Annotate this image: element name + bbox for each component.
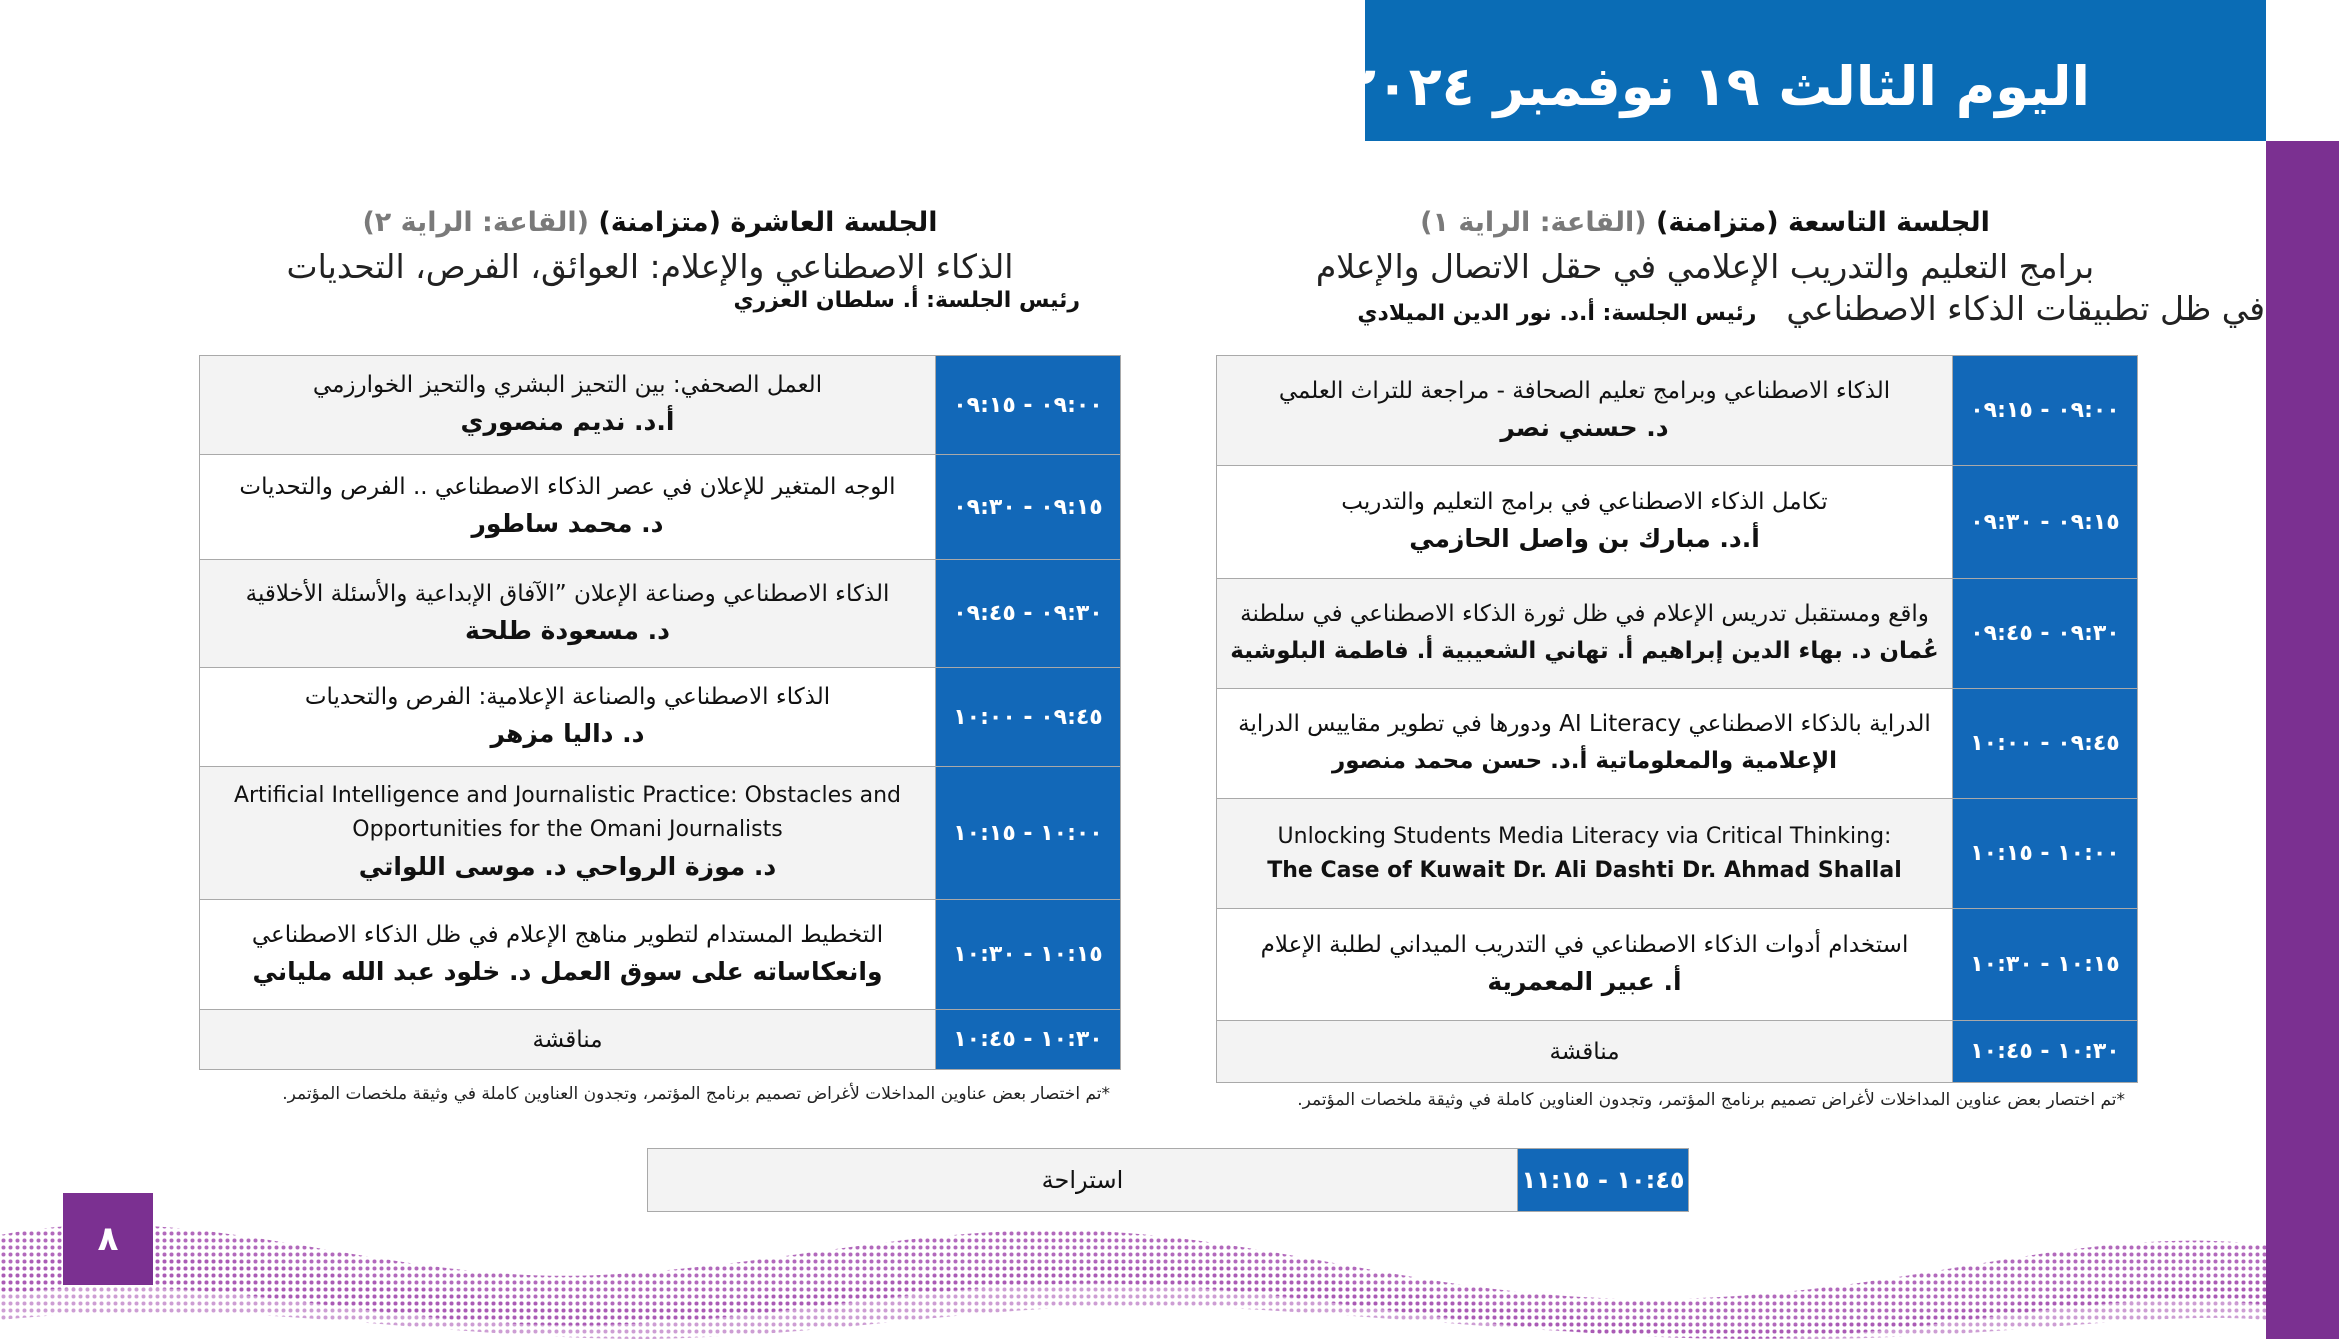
table-row [1217, 466, 2138, 579]
time-slot: ٠٩:٠٠ - ٠٩:١٥ [936, 356, 1121, 455]
decorative-wave-pattern [0, 1195, 2266, 1339]
table-row [1217, 356, 2138, 466]
talk-title: استخدام أدوات الذكاء الاصطناعي في التدريب الميداني لطلبة الإعلام [1260, 931, 1909, 958]
table-row [1217, 579, 2138, 689]
time-slot: ٠٩:٤٥ - ١٠:٠٠ [1953, 689, 2138, 799]
table-row [200, 668, 1121, 767]
table-row [200, 455, 1121, 560]
time-slot: ٠٩:٣٠ - ٠٩:٤٥ [1953, 579, 2138, 689]
session-left-theme: الذكاء الاصطناعي والإعلام: العوائق، الفرص، التحديات [286, 247, 1014, 286]
day-title: اليوم الثالث ١٩ نوفمبر ٢٠٢٤ [1342, 55, 2090, 118]
talk-presenter: د. داليا مزهر [490, 719, 645, 748]
session-left-heading [250, 207, 1080, 313]
time-slot: ١٠:١٥ - ١٠:٣٠ [936, 900, 1121, 1010]
talk-title: مناقشة [532, 1026, 603, 1053]
time-slot: ٠٩:٣٠ - ٠٩:٤٥ [936, 560, 1121, 668]
table-row [1217, 909, 2138, 1021]
table-row [200, 560, 1121, 668]
time-slot: ١٠:١٥ - ١٠:٣٠ [1953, 909, 2138, 1021]
talk-presenter: وانعكاساته على سوق العمل د. خلود عبد الله ملياني [252, 956, 883, 986]
talk-title: واقع ومستقبل تدريس الإعلام في ظل ثورة الذكاء الاصطناعي في سلطنة [1240, 600, 1929, 627]
session-right-theme-2: في ظل تطبيقات الذكاء الاصطناعي [1786, 289, 2265, 328]
talk-presenter: أ. عبير المعمرية [1487, 966, 1682, 996]
page-number: ٨ [63, 1193, 153, 1285]
talk-title: Unlocking Students Media Literacy via Critical Thinking: [1277, 823, 1892, 849]
session-right-hall: (القاعة: الراية ١) [1420, 207, 1647, 238]
time-slot: ٠٩:٠٠ - ٠٩:١٥ [1953, 356, 2138, 466]
time-slot: ١٠:٠٠ - ١٠:١٥ [936, 767, 1121, 900]
session-left-title [250, 207, 1050, 238]
talk-presenter: الإعلامية والمعلوماتية أ.د. حسن محمد منصور [1332, 747, 1837, 774]
talk-presenter: د. حسني نصر [1500, 412, 1669, 442]
time-slot: ٠٩:٤٥ - ١٠:٠٠ [936, 668, 1121, 767]
session-right-table [1216, 355, 2138, 1083]
talk-title: تكامل الذكاء الاصطناعي في برامج التعليم والتدريب [1341, 489, 1828, 515]
talk-presenter: The Case of Kuwait Dr. Ali Dashti Dr. Ahmad Shallal [1267, 857, 1902, 883]
talk-presenter: د. محمد ساطور [471, 509, 664, 538]
talk-title: الذكاء الاصطناعي والصناعة الإعلامية: الفرص والتحديات [304, 684, 831, 710]
talk-title: الدراية بالذكاء الاصطناعي AI Literacy ودورها في تطوير مقاييس الدراية [1238, 710, 1931, 737]
session-right-name: الجلسة التاسعة (متزامنة) [1656, 207, 1990, 238]
talk-presenter: أ.د. نديم منصوري [460, 407, 675, 436]
table-row [1217, 1021, 2138, 1083]
talk-title: Artificial Intelligence and Journalistic Practice: Obstacles and Opportunities for the Omani Journalists [233, 783, 902, 842]
talk-presenter: د. مسعودة طلحة [465, 615, 670, 645]
session-right-chair: رئيس الجلسة: أ.د. نور الدين الميلادي [1357, 301, 1757, 326]
header-banner [1342, 0, 2266, 141]
session-left-chair: رئيس الجلسة: أ. سلطان العزري [733, 288, 1080, 313]
session-right-theme-1: برامج التعليم والتدريب الإعلامي في حقل الاتصال والإعلام [1315, 247, 2095, 286]
talk-title: العمل الصحفي: بين التحيز البشري والتحيز الخوارزمي [312, 372, 823, 398]
talk-title: الوجه المتغير للإعلان في عصر الذكاء الاصطناعي .. الفرص والتحديات [239, 474, 896, 500]
session-right-note: *تم اختصار بعض عناوين المداخلات لأغراض تصميم برنامج المؤتمر، وتجدون العناوين كاملة في وثيقة ملخصات المؤتمر. [1297, 1090, 2125, 1110]
table-row [1217, 799, 2138, 909]
talk-presenter: أ.د. مبارك بن واصل الحازمي [1409, 524, 1760, 553]
session-right-heading [1205, 207, 2265, 330]
time-slot: ٠٩:١٥ - ٠٩:٣٠ [1953, 466, 2138, 579]
time-slot: ١٠:٣٠ - ١٠:٤٥ [1953, 1021, 2138, 1083]
time-slot: ١٠:٠٠ - ١٠:١٥ [1953, 799, 2138, 909]
time-slot: ١٠:٣٠ - ١٠:٤٥ [936, 1010, 1121, 1070]
time-slot: ٠٩:١٥ - ٠٩:٣٠ [936, 455, 1121, 560]
talk-title: الذكاء الاصطناعي وبرامج تعليم الصحافة - مراجعة للتراث العلمي [1278, 377, 1891, 404]
table-row [200, 900, 1121, 1010]
talk-presenter: عُمان د. بهاء الدين إبراهيم أ. تهاني الشعيبية أ. فاطمة البلوشية [1230, 637, 1939, 664]
table-row [200, 1010, 1121, 1070]
talk-presenter: د. موزة الرواحي د. موسى اللواتي [358, 852, 777, 881]
talk-title: الذكاء الاصطناعي وصناعة الإعلان ”الآفاق الإبداعية والأسئلة الأخلاقية [245, 580, 890, 607]
session-left-note: *تم اختصار بعض عناوين المداخلات لأغراض تصميم برنامج المؤتمر، وتجدون العناوين كاملة في وثيقة ملخصات المؤتمر. [282, 1084, 1110, 1104]
session-left-table [199, 355, 1121, 1070]
table-row [200, 356, 1121, 455]
break-time: ١٠:٤٥ - ١١:١٥ [1518, 1149, 1689, 1212]
session-right-title [1205, 207, 2205, 238]
session-left-hall: (القاعة: الراية ٢) [362, 207, 589, 238]
table-row [200, 767, 1121, 900]
side-accent-bar [2266, 141, 2339, 1339]
break-label: استراحة [648, 1149, 1518, 1212]
table-row [1217, 689, 2138, 799]
session-left-name: الجلسة العاشرة (متزامنة) [598, 207, 938, 238]
talk-title: التخطيط المستدام لتطوير مناهج الإعلام في ظل الذكاء الاصطناعي [251, 921, 884, 948]
talk-title: مناقشة [1549, 1038, 1620, 1065]
